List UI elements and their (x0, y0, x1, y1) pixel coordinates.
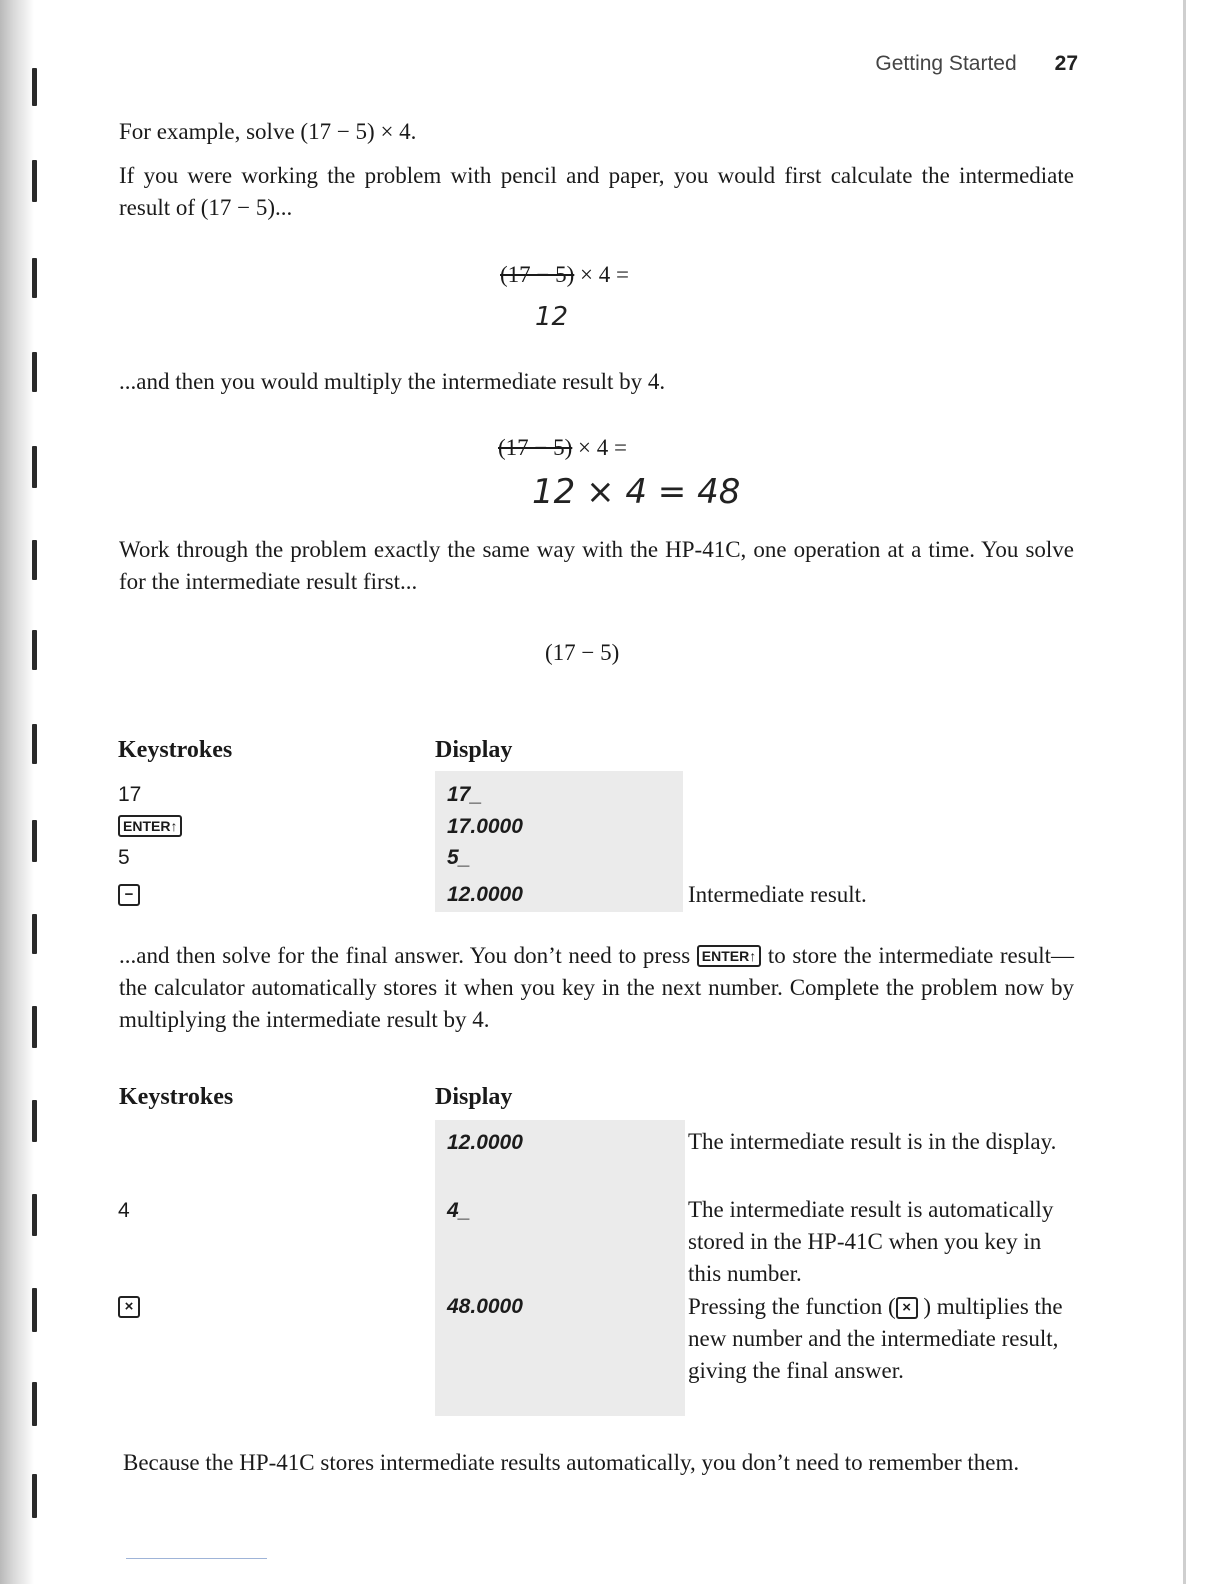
paragraph-work-through: Work through the problem exactly the same way with the HP-41C, one operation at a time. You solve for the intermediate result first... (119, 537, 1074, 594)
table2-keystroke-multiply (118, 1295, 140, 1319)
table2-keystroke-4: 4 (118, 1199, 130, 1222)
table2-note-multiplies-start: Pressing the function ( (688, 1294, 896, 1319)
figure2-rest-expression: × 4 = (578, 435, 627, 460)
figure1-rest-expression: × 4 = (580, 262, 629, 287)
table2-note-multiplies (688, 1291, 1078, 1387)
binding-mark (32, 724, 37, 764)
expression-intermediate: (17 − 5) (545, 640, 620, 665)
table1-display-header: Display (435, 737, 513, 763)
binding-mark (32, 630, 37, 670)
footnote-rule (126, 1558, 267, 1559)
binding-edge (0, 0, 34, 1584)
table2-note-in-display: The intermediate result is in the display. (688, 1129, 1057, 1154)
table2-display-value: 12.0000 (447, 1131, 523, 1154)
table1-note-intermediate: Intermediate result. (688, 882, 867, 907)
binding-mark (32, 1006, 37, 1048)
figure2-expression (498, 435, 627, 461)
paragraph-example: For example, solve (17 − 5) × 4. (119, 119, 417, 144)
table1-display-value: 5_ (447, 846, 471, 869)
table1-keystroke-17: 17 (118, 783, 142, 806)
binding-mark (32, 1288, 37, 1332)
page-number: 27 (1054, 52, 1078, 75)
paragraph-final-answer-start: ...and then solve for the final answer. You don’t need to press (119, 943, 691, 968)
binding-mark (32, 258, 37, 298)
paragraph-then-multiply: ...and then you would multiply the intermediate result by 4. (119, 369, 666, 394)
binding-mark (32, 446, 37, 488)
table2-display-value: 48.0000 (447, 1295, 523, 1318)
binding-mark (32, 1100, 37, 1142)
binding-mark (32, 820, 37, 862)
multiply-key-icon: × (896, 1297, 918, 1319)
paragraph-final-answer (119, 940, 1074, 1036)
figure2-handwritten-result: 12 × 4 = 48 (532, 472, 741, 512)
binding-mark (32, 540, 37, 580)
paragraph-final-answer-end: to store the intermediate result—the calculator automatically stores it when you key in the next number. Complete the problem now by multiplying the intermediate result by 4. (119, 943, 1075, 1032)
figure1-struck-expression: (17 − 5) (500, 262, 575, 287)
paragraph-conclusion: Because the HP-41C stores intermediate results automatically, you don’t need to remember them. (123, 1450, 1020, 1475)
binding-mark (32, 914, 37, 954)
binding-mark (32, 1194, 37, 1236)
binding-mark (32, 1474, 37, 1518)
table2-display-value: 4_ (447, 1199, 471, 1222)
paragraph-pencil-paper: If you were working the problem with pencil and paper, you would first calculate the intermediate result of (17 − 5)... (119, 163, 1074, 220)
table2-display-header: Display (435, 1084, 513, 1110)
binding-mark (32, 1382, 37, 1426)
table1-display-value: 17_ (447, 783, 483, 806)
figure1-expression (500, 262, 629, 288)
table1-keystrokes-header: Keystrokes (118, 737, 233, 763)
table1-keystroke-minus (118, 883, 140, 907)
page-edge (1183, 0, 1186, 1584)
section-title: Getting Started (875, 52, 1017, 75)
table2-display-panel (435, 1120, 685, 1416)
minus-key-icon: − (118, 884, 140, 906)
figure2-struck-expression: (17 − 5) (498, 435, 573, 460)
table1-keystroke-5: 5 (118, 846, 130, 869)
figure1-handwritten-result: 12 (535, 302, 569, 332)
table1-display-value: 17.0000 (447, 815, 523, 838)
table2-note-auto-stored: The intermediate result is automatically stored in the HP-41C when you key in this number. (688, 1197, 1054, 1286)
enter-key-icon: ENTER↑ (697, 945, 761, 967)
table1-keystroke-enter (118, 815, 182, 839)
multiply-key-icon: × (118, 1296, 140, 1318)
table2-keystrokes-header: Keystrokes (119, 1084, 234, 1110)
table2-note-multiplies-end: ) multiplies the new number and the intermediate result, giving the final answer. (688, 1294, 1063, 1383)
binding-mark (32, 352, 37, 392)
enter-key-icon: ENTER↑ (118, 815, 182, 837)
binding-mark (32, 160, 37, 202)
table1-display-value: 12.0000 (447, 883, 523, 906)
binding-mark (32, 68, 37, 106)
running-head (830, 52, 1078, 76)
